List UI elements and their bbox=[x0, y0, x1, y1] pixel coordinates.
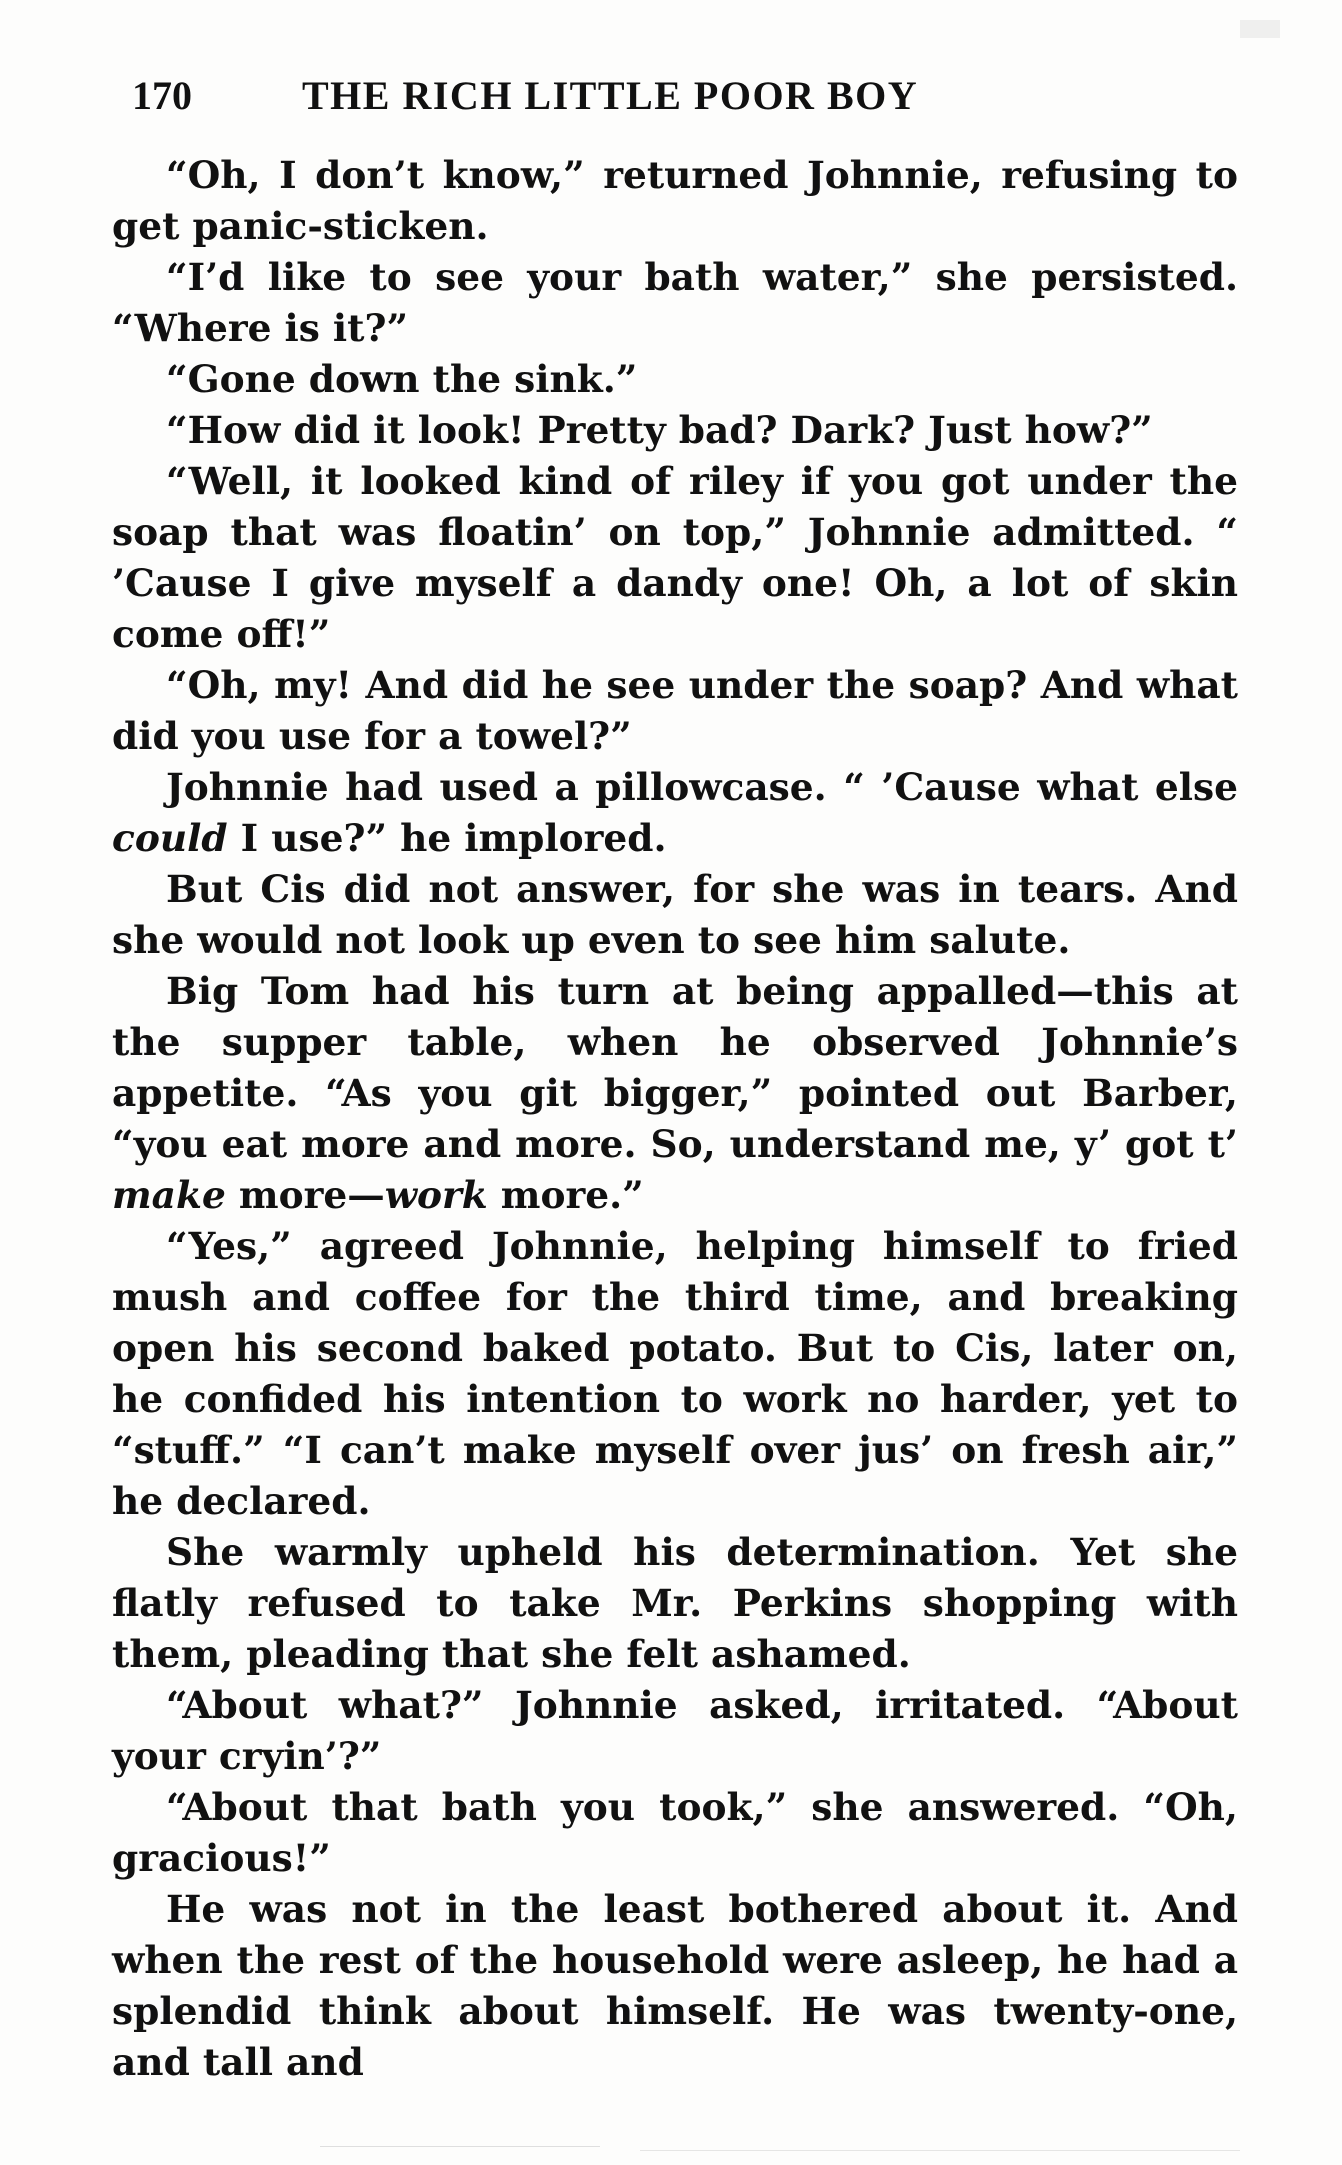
paragraph: Big Tom had his turn at being appalled—this at the supper table, when he observed Johnnie’s appetite. “As you git bigger,” pointed out Barber, “you eat more and more. So, understand me, y’ got t’ make more—work more.” bbox=[112, 969, 1238, 1217]
paragraph: He was not in the least bothered about it. And when the rest of the household were asleep, he had a splendid think about himself. He was twenty-one, and tall and bbox=[112, 1887, 1238, 2084]
scan-speck bbox=[1240, 20, 1280, 38]
paragraph: “Yes,” agreed Johnnie, helping himself to fried mush and coffee for the third time, and breaking open his second baked potato. But to Cis, later on, he confided his intention to work no harder, yet to “stuff.” “I can’t make myself over jus’ on fresh air,” he declared. bbox=[112, 1224, 1238, 1523]
paragraph: “Oh, my! And did he see under the soap? And what did you use for a towel?” bbox=[112, 663, 1238, 758]
paragraph: “How did it look! Pretty bad? Dark? Just how?” bbox=[166, 408, 1153, 452]
running-title: THE RICH LITTLE POOR BOY bbox=[302, 73, 919, 118]
paragraph: “Oh, I don’t know,” returned Johnnie, refusing to get panic-sticken. bbox=[112, 153, 1238, 248]
paragraph: “I’d like to see your bath water,” she persisted. “Where is it?” bbox=[112, 255, 1238, 350]
scan-speck bbox=[640, 2150, 1240, 2151]
paragraph: She warmly upheld his determination. Yet she flatly refused to take Mr. Perkins shopping with them, pleading that she felt ashamed. bbox=[112, 1530, 1238, 1676]
italic-emphasis: work bbox=[384, 1173, 488, 1217]
italic-emphasis: could bbox=[112, 816, 228, 860]
italic-emphasis: make bbox=[112, 1173, 226, 1217]
body-text bbox=[112, 150, 1238, 2088]
paragraph: “Gone down the sink.” bbox=[166, 357, 638, 401]
paragraph: “Well, it looked kind of riley if you got under the soap that was floatin’ on top,” Johnnie admitted. “ ’Cause I give myself a dandy one! Oh, a lot of skin come off!” bbox=[112, 459, 1238, 656]
paragraph: But Cis did not answer, for she was in tears. And she would not look up even to see him salute. bbox=[112, 867, 1238, 962]
page-header bbox=[132, 66, 1082, 126]
scan-speck bbox=[320, 2146, 600, 2147]
page-number: 170 bbox=[132, 73, 192, 118]
paragraph: Johnnie had used a pillowcase. “ ’Cause what else could I use?” he implored. bbox=[112, 765, 1238, 860]
paragraph: “About what?” Johnnie asked, irritated. “About your cryin’?” bbox=[112, 1683, 1238, 1778]
paragraph: “About that bath you took,” she answered. “Oh, gracious!” bbox=[112, 1785, 1238, 1880]
